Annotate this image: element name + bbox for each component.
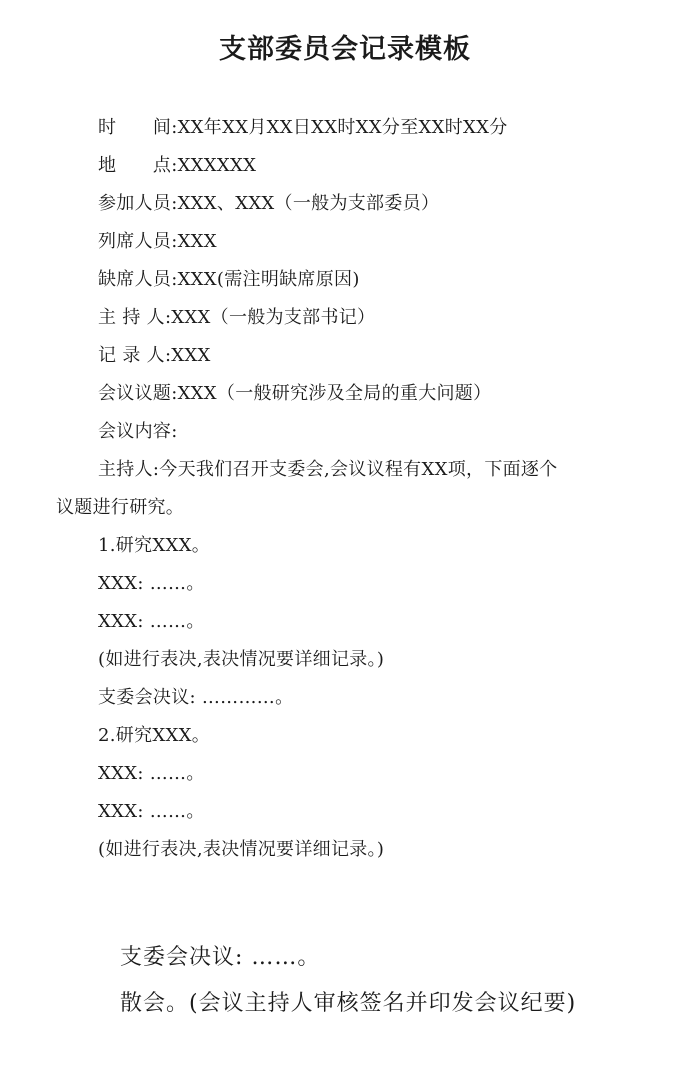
meeting-time-line: 时 间:XX年XX月XX日XX时XX分至XX时XX分 <box>98 117 508 138</box>
meeting-location-line: 地 点:XXXXXX <box>98 155 257 176</box>
final-resolution: 支委会决议: ……。 <box>120 945 321 970</box>
item-2-speaker-2: XXX: ……。 <box>98 801 205 822</box>
observers-line: 列席人员:XXX <box>98 231 217 252</box>
absentees-line: 缺席人员:XXX(需注明缺席原因) <box>98 269 360 290</box>
agenda-line: 会议议题:XXX（一般研究涉及全局的重大问题） <box>98 383 492 404</box>
item-2-heading: 2.研究XXX。 <box>98 725 211 746</box>
host-line: 主 持 人:XXX（一般为支部书记） <box>98 307 376 328</box>
item-2-vote-note: (如进行表决,表决情况要详细记录。) <box>98 839 385 860</box>
item-1-speaker-1: XXX: ……。 <box>98 573 205 594</box>
content-heading: 会议内容: <box>98 421 178 442</box>
item-1-vote-note: (如进行表决,表决情况要详细记录。) <box>98 649 385 670</box>
host-speech-line: 主持人:今天我们召开支委会,会议议程有XX项，下面逐个 <box>98 459 558 480</box>
item-2-speaker-1: XXX: ……。 <box>98 763 205 784</box>
document-title: 支部委员会记录模板 <box>219 34 471 65</box>
host-speech-continuation: 议题进行研究。 <box>56 497 185 518</box>
item-1-heading: 1.研究XXX。 <box>98 535 211 556</box>
attendees-line: 参加人员:XXX、XXX（一般为支部委员） <box>98 193 440 214</box>
item-1-speaker-2: XXX: ……。 <box>98 611 205 632</box>
adjournment-line: 散会。(会议主持人审核签名并印发会议纪要) <box>120 991 577 1016</box>
recorder-line: 记 录 人:XXX <box>98 345 211 366</box>
item-1-resolution: 支委会决议: …………。 <box>98 687 294 708</box>
